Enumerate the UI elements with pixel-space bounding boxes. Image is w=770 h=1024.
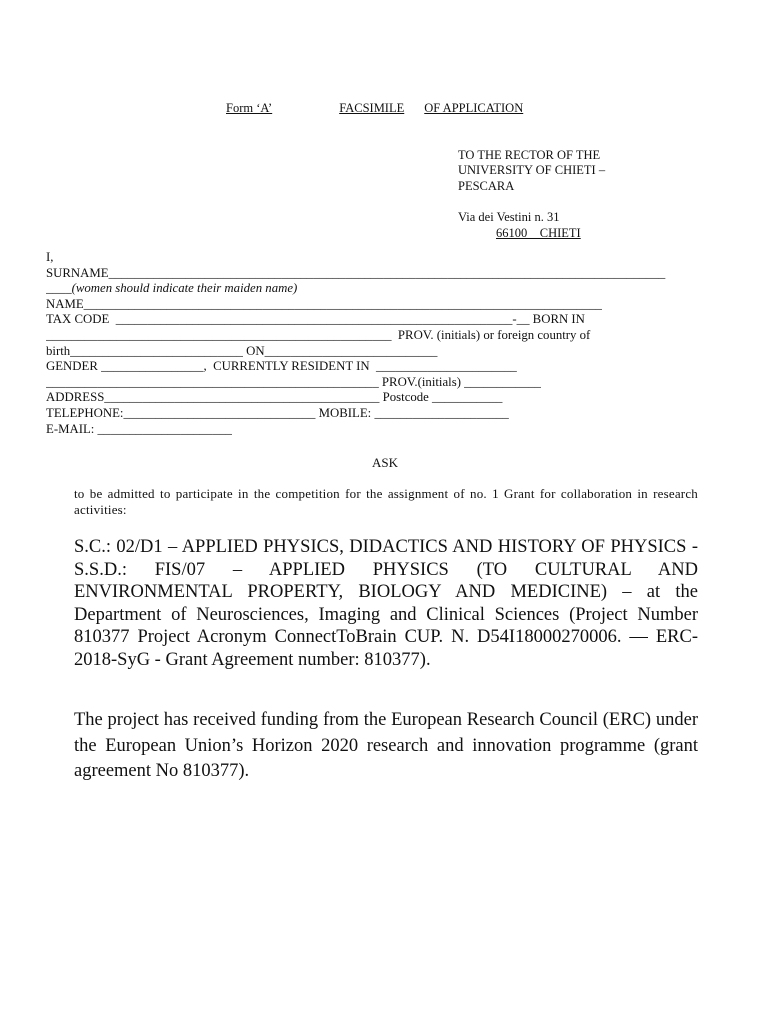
intro-paragraph: to be admitted to participate in the competition for the assignment of no. 1 Grant for collaboration in research activities: (74, 486, 698, 517)
address-line-2: UNIVERSITY OF CHIETI – (458, 163, 606, 178)
surname-field: SURNAME_______________________________________________________________________________________ (46, 265, 666, 280)
ask-heading: ASK (371, 455, 398, 470)
telephone-mobile-field: TELEPHONE:______________________________ MOBILE: _____________________ (46, 405, 509, 420)
address-postcode-field: ADDRESS___________________________________________ Postcode ___________ (46, 390, 503, 405)
tax-code-field: TAX CODE ______________________________________________________________-__ BORN IN (46, 312, 585, 327)
maiden-name-note: ____(women should indicate their maiden name) (46, 281, 298, 296)
erc-funding-paragraph: The project has received funding from the European Research Council (ERC) under the European Union’s Horizon 2020 research and innovation programme (grant agreement No 810377). (74, 710, 698, 781)
address-street: Via dei Vestini n. 31 (458, 210, 560, 225)
of-application-label: OF APPLICATION (424, 101, 524, 115)
sc-paragraph: S.C.: 02/D1 – APPLIED PHYSICS, DIDACTICS AND HISTORY OF PHYSICS - S.S.D.: FIS/07 – APPLIED PHYSICS (TO CULTURAL AND ENVIRONMENTAL PROPERTY, BIOLOGY AND MEDICINE) – at the Department of Neurosciences, Imaging and Clinical Sciences (Project Number 810377 Project Acronym ConnectToBrain CUP. N. D54I18000270006. — ERC-2018-SyG - Grant Agreement number: 810377). (74, 537, 698, 670)
residence-province-field: ____________________________________________________ PROV.(initials) ____________ (46, 374, 541, 389)
address-city: 66100 CHIETI (496, 225, 581, 240)
birth-date-field: birth___________________________ ON___________________________ (46, 343, 438, 358)
recipient-address (458, 148, 605, 241)
form-header (226, 101, 523, 116)
facsimile-label: FACSIMILE (339, 101, 405, 115)
gender-residence-field: GENDER ________________, CURRENTLY RESIDENT IN ______________________ (46, 359, 517, 374)
intro-i: I, (46, 250, 54, 264)
applicant-fields (46, 250, 726, 437)
address-line-3: PESCARA (458, 178, 515, 193)
name-field: NAME_________________________________________________________________________________ (46, 296, 602, 311)
birth-province-field: ______________________________________________________ PROV. (initials) or foreign country of (46, 327, 591, 342)
address-line-1: TO THE RECTOR OF THE (458, 148, 601, 162)
email-field: E-MAIL: _____________________ (46, 421, 232, 436)
form-label: Form ‘A’ (226, 101, 273, 115)
